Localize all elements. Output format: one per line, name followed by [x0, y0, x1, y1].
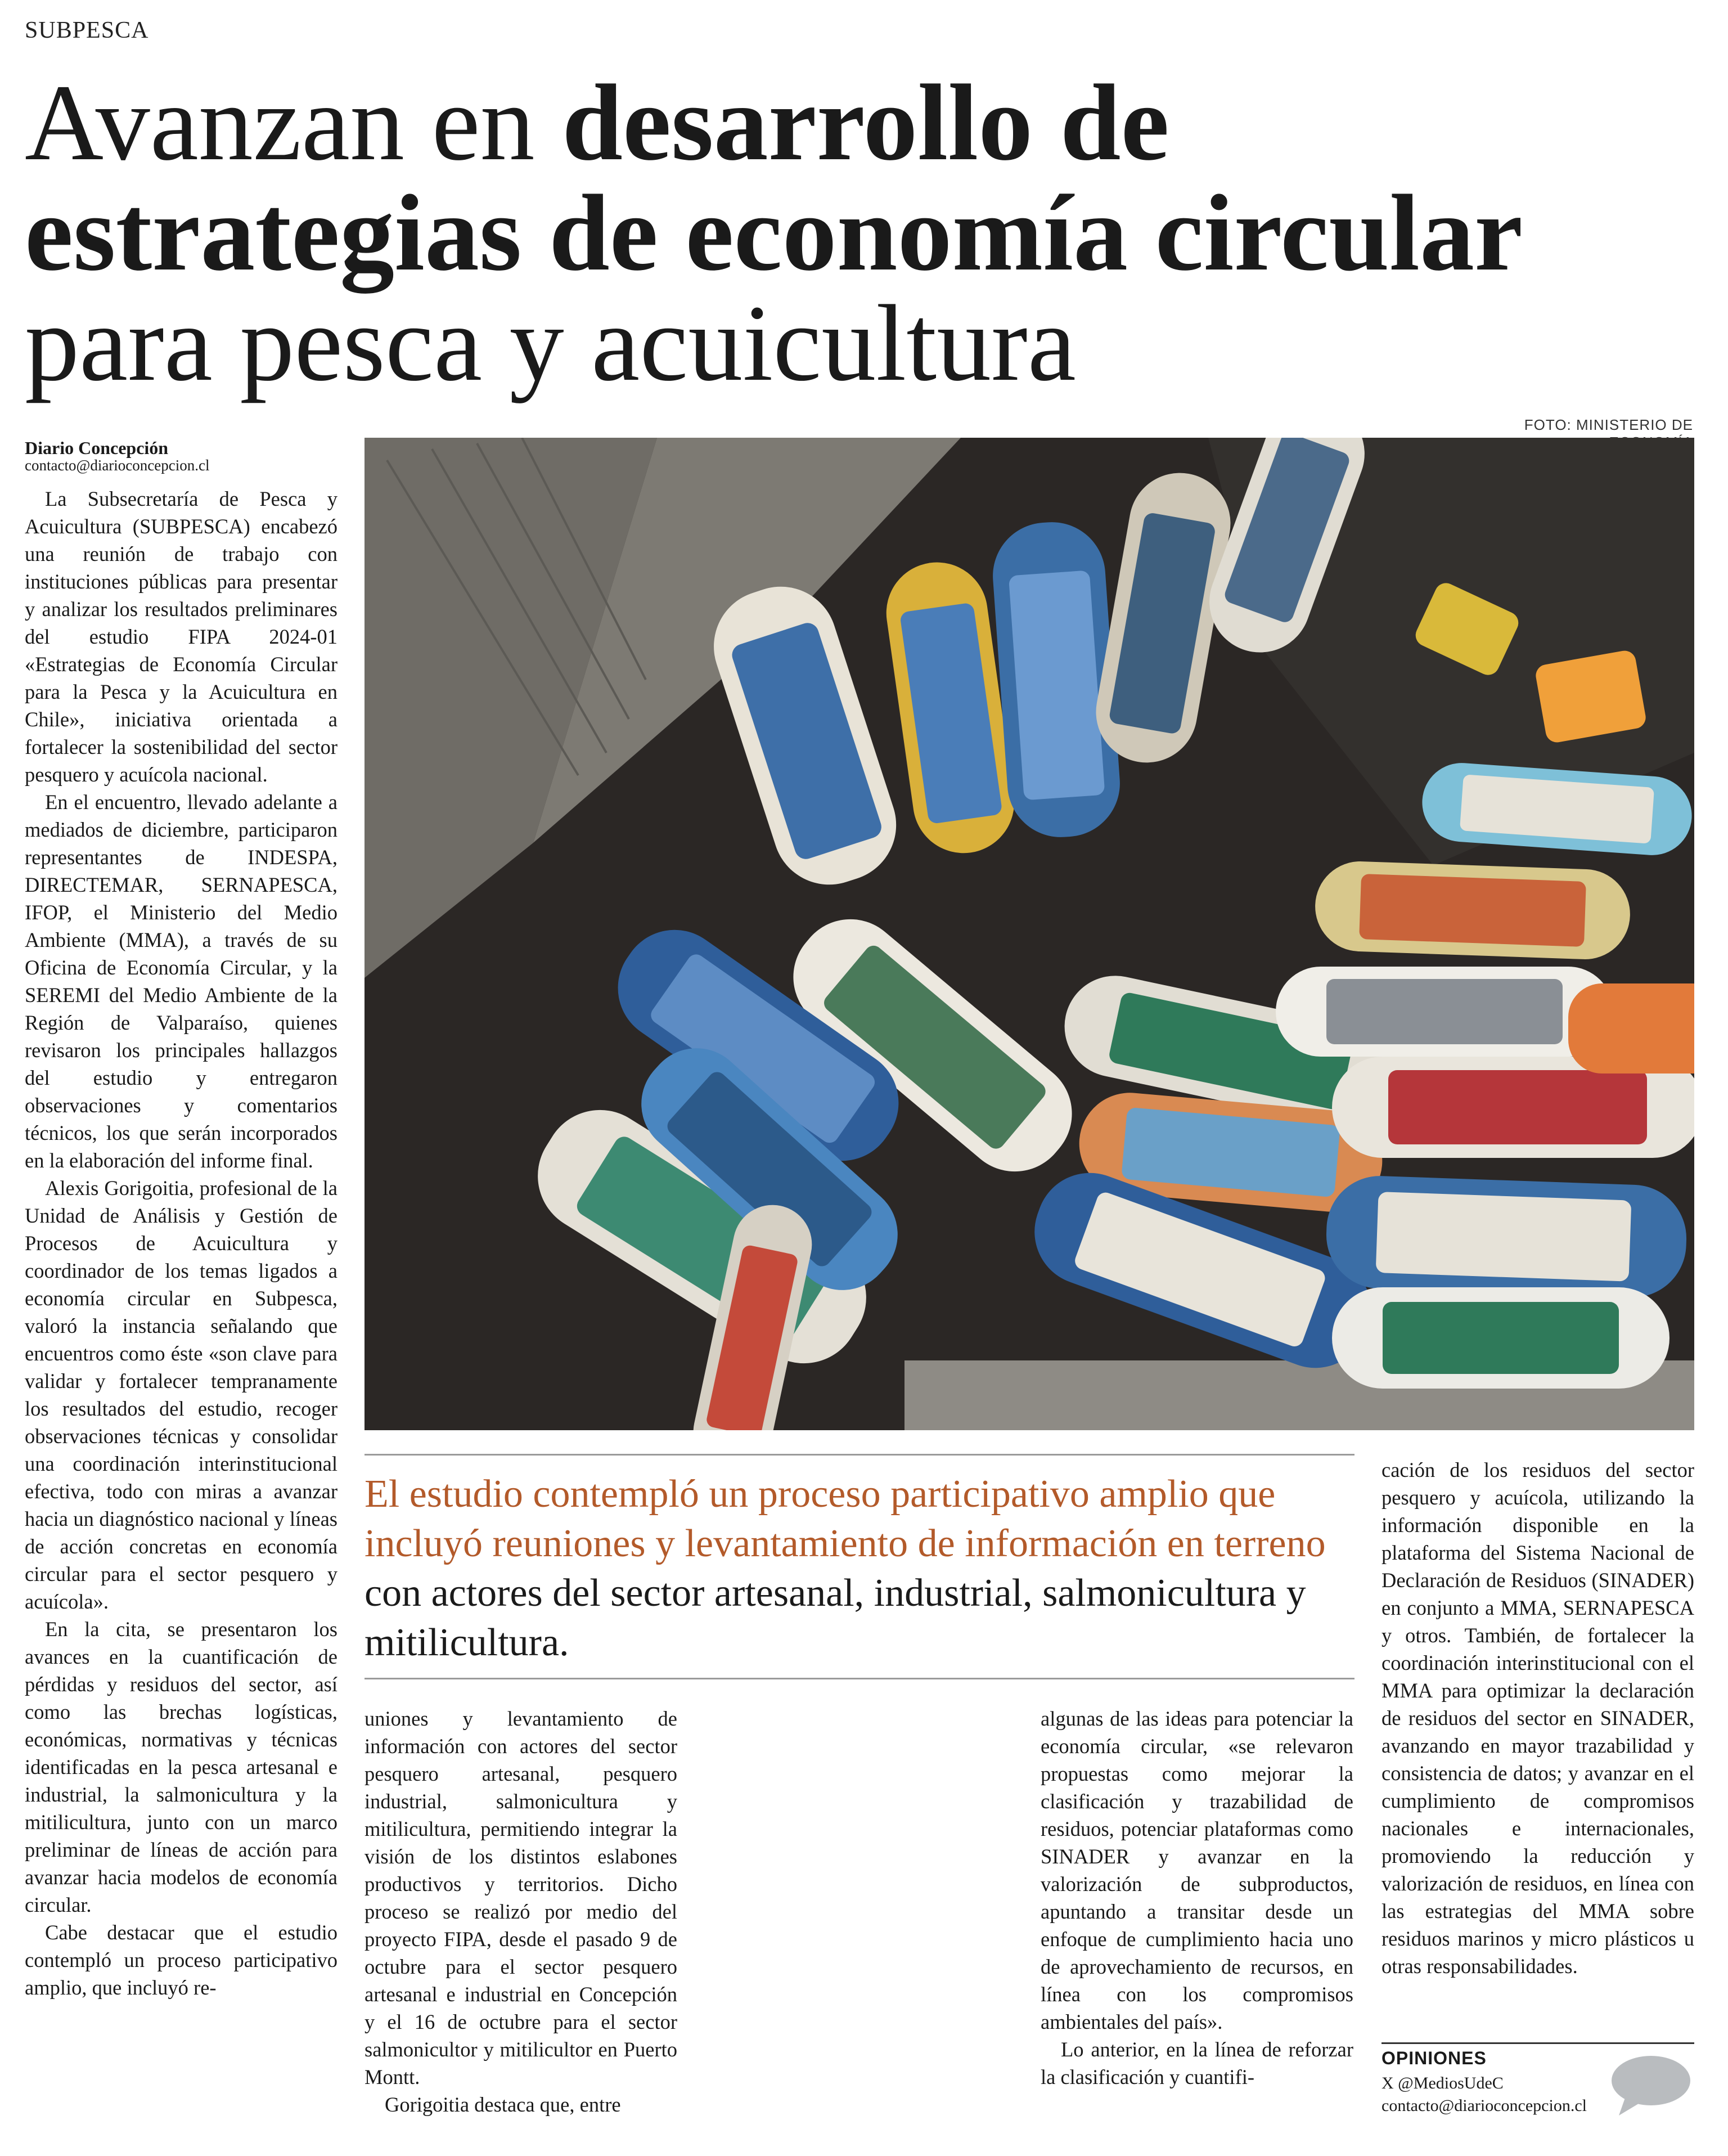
paragraph: En el encuentro, llevado adelante a mediados de diciembre, participaron representantes de INDESPA, DIRECTEMAR, SERNAPESCA, IFOP, el Ministerio del Medio Ambiente (MMA), a través de su Oficina de Economía Circular, y la SEREMI del Medio Ambiente de la Región de Valparaíso, quienes revisaron los principales hallazgos del estudio y entregaron observaciones y comentarios técnicos, los que serán incorporados en la elaboración del informe final.	[25, 790, 338, 1172]
pull-quote-rule-bottom	[364, 1678, 1354, 1679]
paragraph: algunas de las ideas para potenciar la economía circular, «se relevaron propuestas como mejorar la clasificación y trazabilidad de residuos, potenciar plataformas como SINADER y avanzar en la valorización de subproductos, apuntando a transitar desde un enfoque de cumplimiento hacia uno de aprovechamiento de recursos, en línea con los compromisos ambientales del país».	[1041, 1707, 1353, 2033]
article-column-2	[364, 1705, 677, 2118]
pull-quote-highlight: El estudio contempló un proceso participativo amplio que incluyó reuniones y levantamiento de información en terreno	[364, 1472, 1326, 1565]
boats-illustration	[364, 438, 1694, 1430]
article-column-4	[1382, 1456, 1694, 1980]
paragraph: Alexis Gorigoitia, profesional de la Unidad de Análisis y Gestión de Procesos de Acuicultura y coordinador de los temas ligados a economía circular en Subpesca, valoró la instancia señalando que encuentros como éste «son clave para validar y fortalecer tempranamente los resultados del estudio, recoger observaciones técnicas y consolidar una coordinación interinstitucional efectiva, todo con miras a avanzar hacia un diagnóstico nacional y líneas de acción concretas en economía circular para el sector pesquero y acuícola».	[25, 1176, 338, 1613]
article-column-1	[25, 485, 338, 2001]
photo-credit: FOTO: MINISTERIO DE	[1524, 416, 1693, 433]
headline-line1-bold: desarrollo de	[562, 62, 1169, 183]
paragraph: Cabe destacar que el estudio contempló un proceso participativo amplio, que incluyó re-	[25, 1921, 338, 1999]
aerial-boats-photo	[364, 438, 1694, 1430]
byline-email[interactable]: contacto@diarioconcepcion.cl	[25, 457, 210, 474]
headline-line1-light: Avanzan en	[25, 62, 562, 183]
headline-line3: para pesca y acuicultura	[25, 282, 1076, 403]
pull-quote	[364, 1470, 1354, 1668]
opinion-handle[interactable]: X @MediosUdeC	[1382, 2074, 1504, 2092]
opinion-rule	[1382, 2042, 1694, 2044]
article-column-3	[1041, 1705, 1353, 2091]
opinion-email[interactable]: contacto@diarioconcepcion.cl	[1382, 2096, 1587, 2115]
paragraph: uniones y levantamiento de información con actores del sector pesquero artesanal, pesquero industrial, salmonicultura y mitilicultura, permitiendo integrar la visión de los distintos eslabones productivos y territorios. Dicho proceso se realizó por medio del proyecto FIPA, desde el pasado 9 de octubre para el sector pesquero artesanal e industrial en Concepción y el 16 de octubre para el sector salmonicultor y mitilicultor en Puerto Montt.	[364, 1707, 677, 2088]
paragraph: Gorigoitia destaca que, entre	[385, 2093, 621, 2116]
speech-bubble-icon	[1609, 2052, 1693, 2123]
headline	[25, 62, 1701, 403]
paragraph: La Subsecretaría de Pesca y Acuicultura (SUBPESCA) encabezó una reunión de trabajo con instituciones públicas para presentar y analizar los resultados preliminares del estudio FIPA 2024-01 «Estrategias de Economía Circular para la Pesca y la Acuicultura en Chile», iniciativa orientada a fortalecer la sostenibilidad del sector pesquero y acuícola nacional.	[25, 487, 338, 786]
headline-line2: estrategias de economía circular	[25, 172, 1523, 293]
pull-quote-rule-top	[364, 1454, 1354, 1456]
byline-name: Diario Concepción	[25, 438, 169, 458]
opinion-title: OPINIONES	[1382, 2048, 1487, 2068]
pull-quote-rest: con actores del sector artesanal, industrial, salmonicultura y mitilicultura.	[364, 1571, 1306, 1664]
paragraph: cación de los residuos del sector pesquero y acuícola, utilizando la información disponible en la plataforma del Sistema Nacional de Declaración de Residuos (SINADER) en conjunto a MMA, SERNAPESCA y otros. También, de fortalecer la coordinación interinstitucional con el MMA para optimizar la declaración de residuos del sector en SINADER, avanzando en mayor trazabilidad y consistencia de datos; y avanzar en el cumplimiento de compromisos nacionales e internacionales, promoviendo la reducción y valorización de residuos, en línea con las estrategias del MMA sobre residuos marinos y micro plásticos u otras responsabilidades.	[1382, 1458, 1694, 1978]
paragraph: Lo anterior, en la línea de reforzar la clasificación y cuantifi-	[1041, 2038, 1353, 2088]
section-tag: SUBPESCA	[25, 17, 149, 43]
paragraph: En la cita, se presentaron los avances en la cuantificación de pérdidas y residuos del sector, así como las brechas logísticas, económicas, normativas y técnicas identificadas en la pesca artesanal e industrial, la salmonicultura y la mitilicultura, junto con un marco preliminar de líneas de acción para avanzar hacia modelos de economía circular.	[25, 1618, 338, 1916]
